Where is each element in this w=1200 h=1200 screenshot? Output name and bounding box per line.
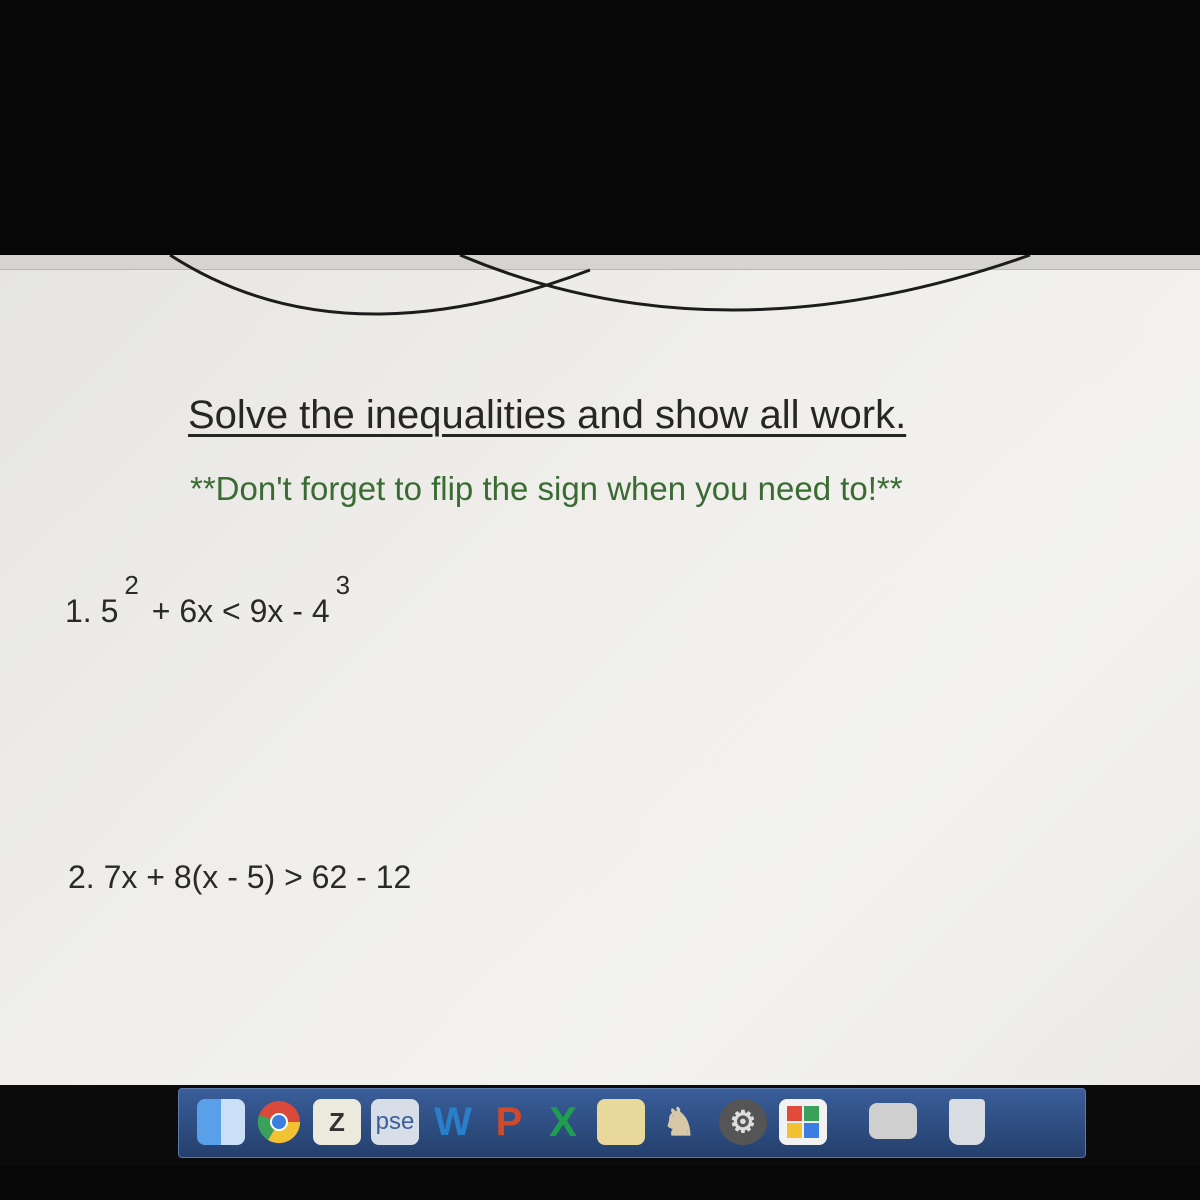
pse-icon[interactable]: pse [371,1099,419,1145]
document-area [0,255,1200,1085]
stickies-icon[interactable] [597,1099,645,1145]
problem-1-base: 5 [100,593,119,629]
venn-right-circle-arc [460,255,1030,310]
problem-1-exponent-1: 2 [124,570,139,600]
problem-1-number: 1. [65,593,92,629]
thumbnail-icon[interactable] [869,1103,917,1139]
venn-diagram-circles [0,255,1200,365]
problem-1 [65,570,354,630]
venn-left-circle-arc [170,255,590,314]
chess-icon[interactable]: ♞ [661,1101,697,1144]
problem-2: 2. 7x + 8(x - 5) > 62 - 12 [68,859,412,895]
worksheet-title: Solve the inequalities and show all work. [188,393,907,437]
app-grid-icon[interactable] [779,1099,827,1145]
excel-icon[interactable]: X [548,1098,577,1145]
worksheet-instruction: **Don't forget to flip the sign when you need to!** [190,470,903,507]
powerpoint-icon[interactable]: P [495,1099,523,1144]
chrome-icon[interactable] [255,1099,303,1145]
problem-1-expression: + 6x < 9x - 4 [151,593,330,629]
problem-1-exponent-2: 3 [335,570,351,600]
finder-icon[interactable] [197,1099,245,1145]
text-editor-icon[interactable]: Z [313,1099,361,1145]
dock [178,1088,1086,1158]
system-preferences-icon[interactable]: ⚙ [719,1099,767,1145]
trash-icon[interactable] [949,1099,985,1145]
word-icon[interactable]: W [434,1099,472,1144]
